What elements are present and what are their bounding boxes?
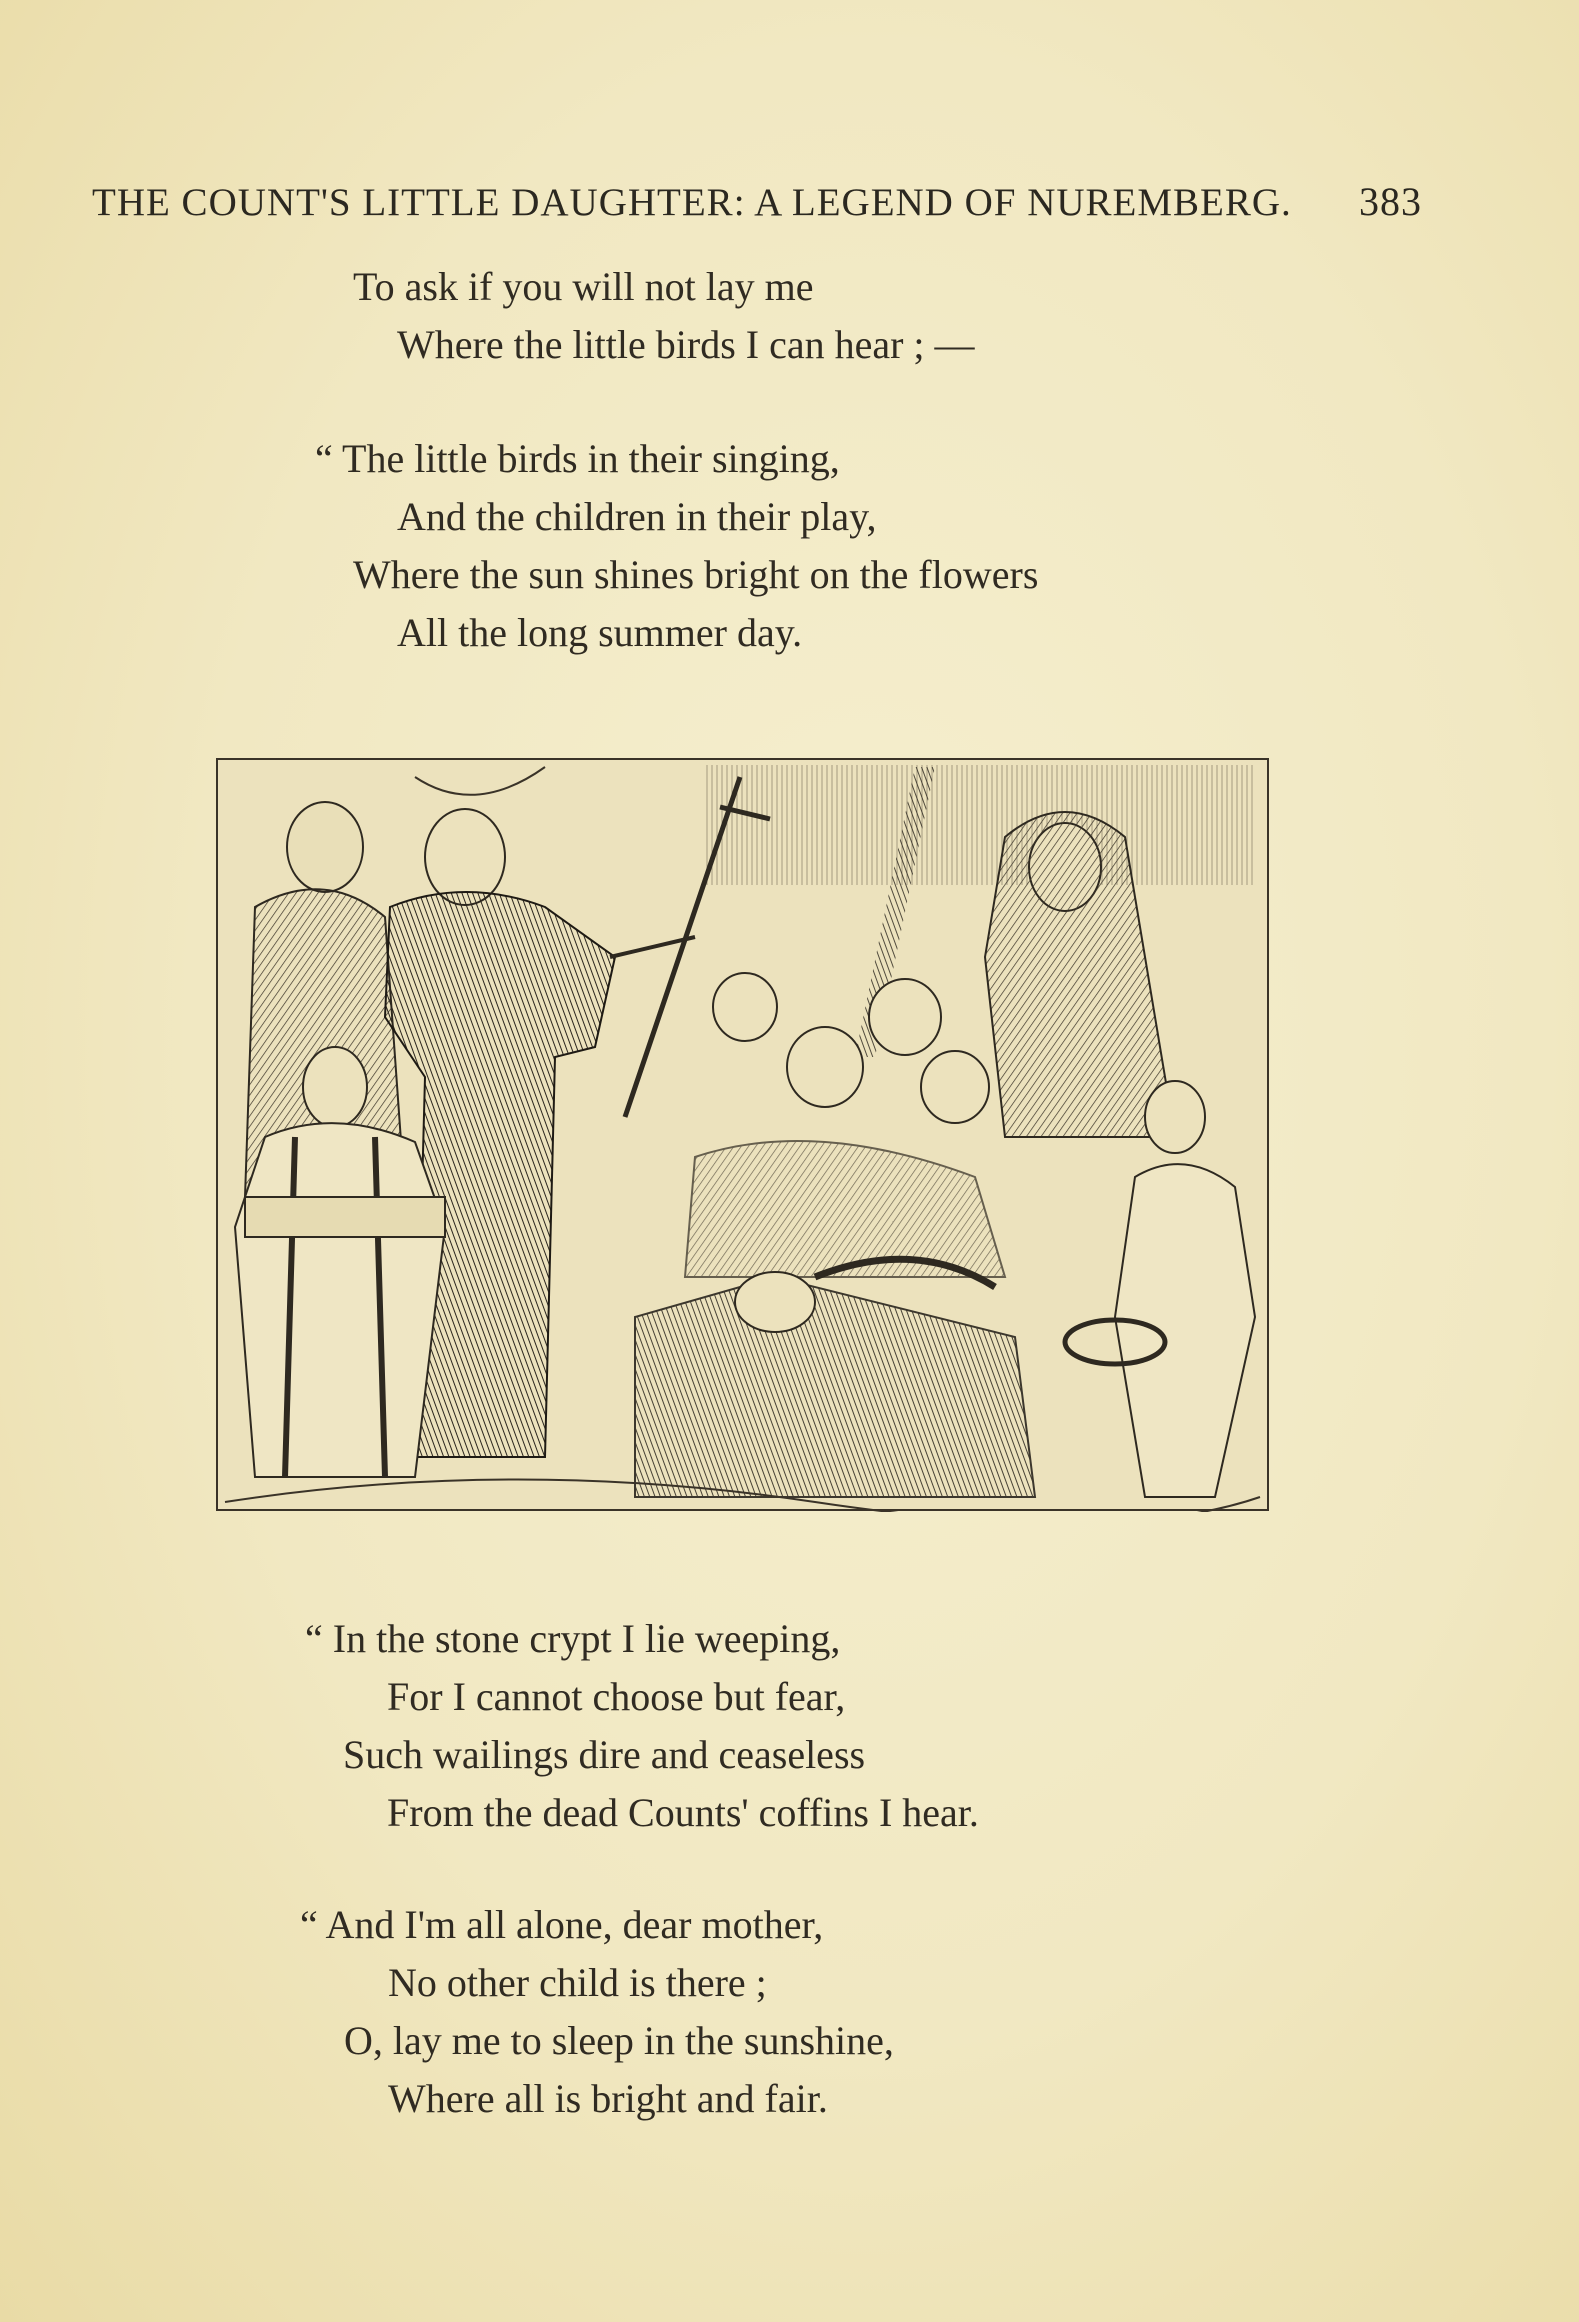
running-header: [92, 178, 1422, 225]
stanza-2: [315, 430, 1038, 662]
verse-line: Such wailings dire and ceaseless: [343, 1732, 866, 1777]
page-number: 383: [1359, 179, 1422, 224]
verse-line: “ The little birds in their singing,: [315, 436, 840, 481]
stanza-3: [305, 1610, 979, 1842]
verse-line: And the children in their play,: [397, 494, 877, 539]
verse-line: O, lay me to sleep in the sunshine,: [344, 2018, 894, 2063]
verse-line: Where the sun shines bright on the flowers: [353, 552, 1039, 597]
stanza-4: [300, 1896, 894, 2128]
verse-line: All the long summer day.: [397, 610, 803, 655]
running-title: THE COUNT'S LITTLE DAUGHTER: A LEGEND OF NUREMBERG.: [92, 181, 1292, 224]
verse-line: No other child is there ;: [388, 1960, 767, 2005]
engraving-funeral-scene-icon: [215, 757, 1270, 1512]
verse-line: Where all is bright and fair.: [388, 2076, 828, 2121]
verse-line: “ And I'm all alone, dear mother,: [300, 1902, 824, 1947]
verse-line: For I cannot choose but fear,: [387, 1674, 846, 1719]
verse-line: To ask if you will not lay me: [353, 264, 814, 309]
engraving-illustration: [215, 757, 1270, 1512]
verse-line: “ In the stone crypt I lie weeping,: [305, 1616, 841, 1661]
verse-line: From the dead Counts' coffins I hear.: [387, 1790, 979, 1835]
stanza-1: [353, 258, 975, 374]
verse-line: Where the little birds I can hear ; —: [397, 322, 975, 367]
